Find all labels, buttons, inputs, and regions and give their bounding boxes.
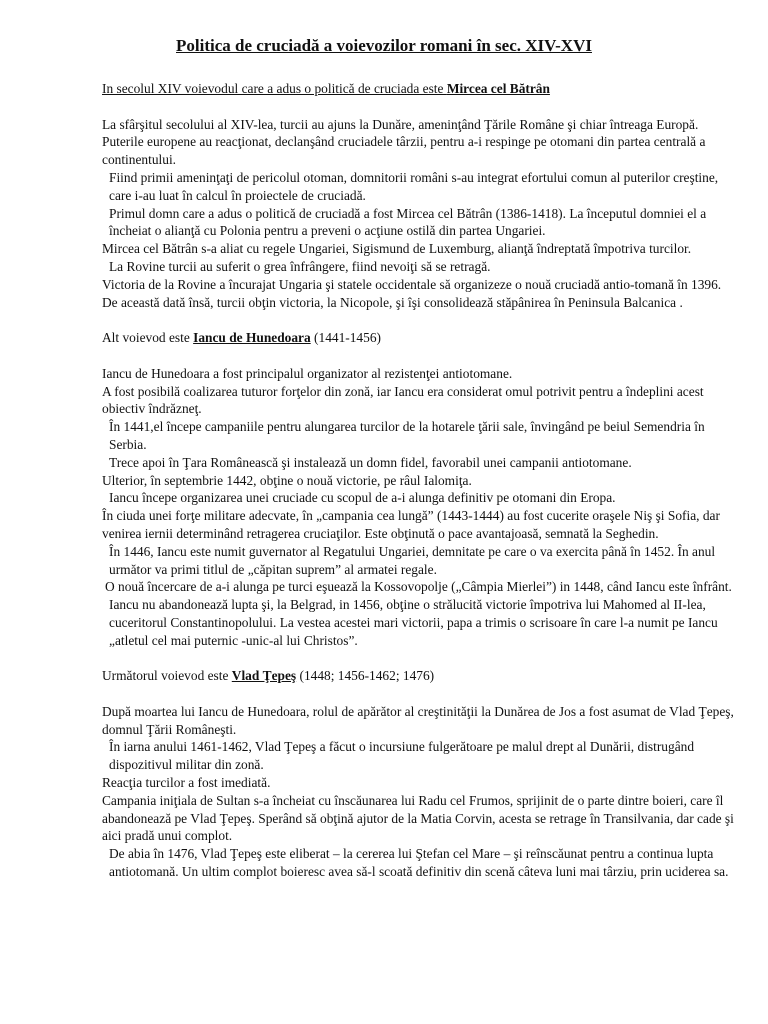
spacer	[102, 347, 738, 365]
paragraph: La Rovine turcii au suferit o grea înfrângere, fiind nevoiţi să se retragă.	[109, 258, 491, 274]
paragraph: Victoria de la Rovine a încurajat Ungaria şi statele occidentale să organizeze o nouă cruciadă antio-tomană în 1396. De această dată însă, turcii obţin victoria, la Nicopole, şi îşi consolidează stăpânirea în Peninsula Balcanica .	[102, 276, 722, 310]
paragraph: În 1446, Iancu este numit guvernator al Regatului Ungariei, demnitate pe care o va exercita până în 1452. În anul următor va primi titlul de „căpitan suprem” al armatei regale.	[109, 543, 716, 577]
paragraph: Mircea cel Bătrân s-a aliat cu regele Ungariei, Sigismund de Luxemburg, alianţă îndreptată împotriva turcilor.	[102, 241, 692, 257]
document-body	[102, 80, 738, 881]
paragraph: În ciuda unei forţe militare adecvate, în „campania cea lungă” (1443-1444) au fost cucerite oraşele Niş şi Sofia, dar venirea iernii determinând retragerea cruciaţilor. Este obţinută o pace avantajoasă, semnată la Seghedin.	[102, 508, 720, 541]
spacer	[102, 311, 738, 329]
paragraph: Fiind primii ameninţaţi de pericolul otoman, domnitorii români s-au integrat efortului comun al puterilor creştine, care i-au luat în calcul în proiectele de cruciadă.	[109, 169, 719, 203]
section-heading-vlad	[102, 667, 738, 685]
reign-years: (1448; 1456-1462; 1476)	[296, 668, 435, 684]
paragraph: La sfârşitul secolului al XIV-lea, turcii au ajuns la Dunăre, ameninţând Ţările Române şi chiar întreaga Europă. Puterile europene au reacţionat, declanşând cruciadele târzii, pentru a-i respinge pe otomani din partea centrală a continentului.	[102, 116, 706, 168]
spacer	[102, 650, 738, 668]
paragraph: Primul domn care a adus o politică de cruciadă a fost Mircea cel Bătrân (1386-1418). La începutul domniei el a încheiat o alianţă cu Polonia pentru a preveni o acţiune ostilă din partea Ungariei.	[109, 205, 707, 239]
spacer	[102, 98, 738, 116]
voivode-name-iancu: Iancu de Hunedoara	[193, 330, 311, 346]
voivode-name-vlad: Vlad Ţepeş	[231, 668, 297, 684]
heading-text: In secolul XIV voievodul care a adus o politică de cruciada este	[102, 81, 447, 96]
paragraph: Iancu de Hunedoara a fost principalul organizator al rezistenţei antiotomane.	[102, 365, 513, 381]
paragraph: Trece apoi în Ţara Românească şi instalează un domn fidel, favorabil unei campanii antiotomane.	[109, 454, 632, 470]
paragraph: Iancu nu abandonează lupta şi, la Belgrad, in 1456, obţine o strălucită victorie împotriva lui Mahomed al II-lea, cuceritorul Constantinopolului. La vestea acestei mari victorii, papa a trimis o scrisoare în care l-a numit pe Iancu „atletul cel mai puternic -unic-al lui Christos”.	[109, 597, 718, 648]
spacer	[102, 685, 738, 703]
paragraph: În iarna anului 1461-1462, Vlad Ţepeş a făcut o incursiune fulgerătoare pe malul drept al Dunării, distrugând dispozitivul militar din zonă.	[109, 739, 695, 773]
heading-text: Alt voievod este	[102, 330, 194, 346]
paragraph: De abia în 1476, Vlad Ţepeş este eliberat – la cererea lui Ştefan cel Mare – şi reînscăunat pentru a continua lupta antiotomană. Un ultim complot boieresc avea să-l scoată definitiv din scenă câteva luni mai târziu, prin uciderea sa.	[109, 846, 729, 880]
paragraph: A fost posibilă coalizarea tuturor forţelor din zonă, iar Iancu era considerat omul potrivit pentru a îndeplini acest obiectiv îndrăzneţ.	[102, 383, 704, 417]
document-title: Politica de cruciadă a voievozilor romani în sec. XIV-XVI	[176, 36, 592, 55]
paragraph: Ulterior, în septembrie 1442, obţine o nouă victorie, pe râul Ialomiţa.	[102, 472, 472, 488]
voivode-name-mircea: Mircea cel Bătrân	[446, 81, 550, 96]
section-heading-mircea	[102, 80, 738, 98]
paragraph: O nouă încercare de a-i alunga pe turci eşuează la Kossovopolje („Câmpia Mierlei”) in 1448, când Iancu este înfrânt.	[105, 579, 732, 595]
paragraph: În 1441,el începe campaniile pentru alungarea turcilor de la hotarele ţării sale, învingând pe beiul Semendria în Serbia.	[109, 419, 705, 452]
section-heading-iancu	[102, 329, 738, 347]
reign-years: (1441-1456)	[310, 330, 381, 346]
paragraph: După moartea lui Iancu de Hunedoara, rolul de apărător al creştinităţii la Dunărea de Jos a fost asumat de Vlad Ţepeş, domnul Ţării Româneşti.	[102, 703, 734, 737]
heading-text: Următorul voievod este	[102, 668, 232, 684]
paragraph: Campania iniţiala de Sultan s-a încheiat cu înscăunarea lui Radu cel Frumos, sprijinit de o parte dintre boieri, care îl abandonează pe Vlad Ţepeş. Sperând să obţină ajutor de la Matia Corvin, acesta se retrage în Transilvania, dar cade şi aici pradă unui complot.	[102, 792, 734, 844]
paragraph: Iancu începe organizarea unei cruciade cu scopul de a-i alunga definitiv pe otomani din Eropa.	[109, 490, 616, 506]
paragraph: Reacţia turcilor a fost imediată.	[102, 775, 271, 791]
